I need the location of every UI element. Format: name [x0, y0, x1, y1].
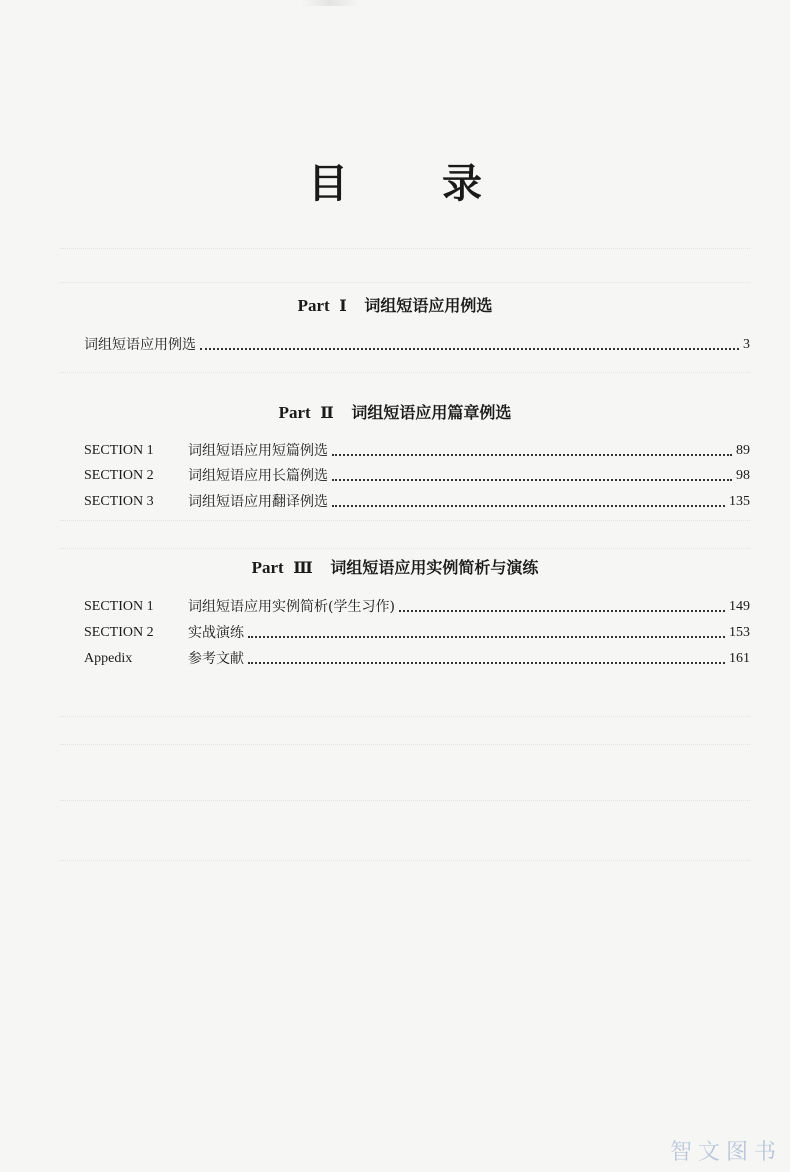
- bleed-through-line: [60, 520, 750, 531]
- toc-entry-page: 149: [729, 599, 750, 614]
- page-title: 目 录: [308, 161, 522, 207]
- part-3-heading: [0, 555, 790, 578]
- toc-entry-section: SECTION 3: [84, 494, 154, 509]
- part-label: Part: [251, 558, 284, 577]
- part-label: Part: [278, 403, 311, 422]
- toc-entry-page: 135: [729, 494, 750, 509]
- toc-entry[interactable]: [84, 438, 750, 460]
- toc-entry[interactable]: [84, 463, 750, 485]
- bleed-through-line: [60, 744, 750, 755]
- toc-entry-page: 89: [736, 443, 750, 458]
- scan-smudge: [300, 0, 360, 6]
- toc-entry-page: 98: [736, 468, 750, 483]
- bleed-through-line: [60, 716, 750, 727]
- toc-entry-title: 参考文献: [188, 651, 244, 667]
- bleed-through-line: [60, 282, 750, 293]
- bleed-through-line: [60, 800, 750, 811]
- toc-entry[interactable]: [84, 620, 750, 642]
- part-numeral: Ⅰ: [339, 296, 347, 315]
- toc-entry-title: 实战演练: [188, 625, 244, 641]
- dot-leader: [200, 347, 739, 350]
- part-numeral: Ⅱ: [320, 403, 334, 422]
- bleed-through-line: [60, 248, 750, 259]
- toc-entry-title: 词组短语应用实例简析(学生习作): [188, 599, 395, 615]
- toc-entry[interactable]: [84, 646, 750, 668]
- part-title: 词组短语应用例选: [364, 296, 493, 315]
- toc-entry-page: 3: [743, 337, 750, 352]
- toc-entry[interactable]: [84, 332, 750, 354]
- toc-entry-section: SECTION 1: [84, 443, 154, 458]
- dot-leader: [248, 661, 725, 664]
- toc-entry-section: SECTION 2: [84, 625, 154, 640]
- watermark: 智文图书: [669, 1140, 782, 1165]
- part-numeral: Ⅲ: [293, 558, 313, 577]
- bleed-through-line: [60, 372, 750, 383]
- part-2-heading: [0, 400, 790, 423]
- dot-leader: [399, 609, 725, 612]
- toc-entry-section: Appedix: [84, 651, 133, 666]
- dot-leader: [332, 478, 732, 481]
- toc-entry[interactable]: [84, 489, 750, 511]
- toc-entry[interactable]: [84, 594, 750, 616]
- dot-leader: [332, 504, 725, 507]
- part-label: Part: [297, 296, 330, 315]
- toc-entry-title: 词组短语应用长篇例选: [188, 468, 328, 484]
- bleed-through-line: [60, 860, 750, 871]
- toc-entry-title: 词组短语应用翻译例选: [188, 494, 328, 510]
- toc-entry-page: 161: [729, 651, 750, 666]
- toc-entry-section: SECTION 1: [84, 599, 154, 614]
- dot-leader: [248, 635, 725, 638]
- dot-leader: [332, 453, 732, 456]
- part-1-heading: [0, 293, 790, 316]
- toc-entry-section: SECTION 2: [84, 468, 154, 483]
- part-title: 词组短语应用实例简析与演练: [330, 558, 539, 577]
- part-title: 词组短语应用篇章例选: [351, 403, 512, 422]
- toc-entry-title: 词组短语应用短篇例选: [188, 443, 328, 459]
- toc-entry-page: 153: [729, 625, 750, 640]
- toc-entry-title: 词组短语应用例选: [84, 337, 196, 353]
